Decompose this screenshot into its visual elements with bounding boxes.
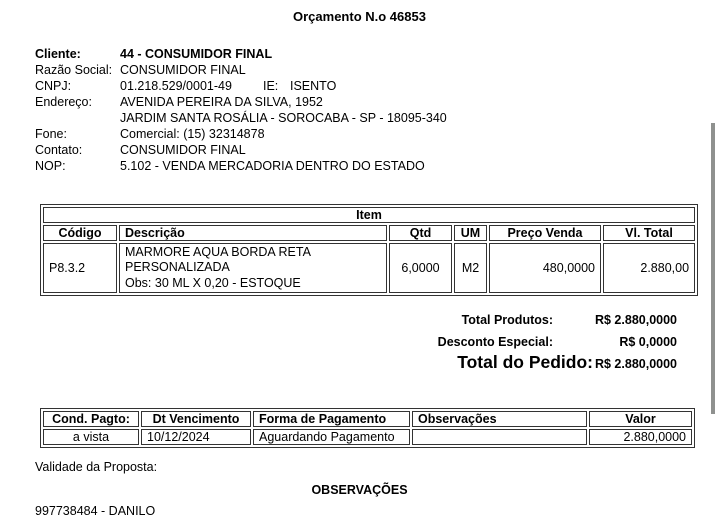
- page-title: Orçamento N.o 46853: [293, 9, 426, 24]
- ie-label: IE:: [263, 79, 279, 93]
- payment-valor: 2.880,0000: [589, 429, 692, 445]
- cliente-value: 44 - CONSUMIDOR FINAL: [120, 47, 273, 61]
- item-descricao-line2: PERSONALIZADA: [125, 260, 230, 275]
- items-group-header: Item: [43, 207, 695, 223]
- item-descricao-line1: MARMORE AQUA BORDA RETA: [125, 244, 311, 259]
- observacoes-title: OBSERVAÇÕES: [311, 483, 408, 497]
- items-group-header-row: [43, 207, 695, 223]
- total-produtos-row: [0, 313, 719, 331]
- payment-row: [43, 429, 692, 445]
- payment-forma: Aguardando Pagamento: [253, 429, 410, 445]
- validade-proposta-label: Validade da Proposta:: [35, 460, 158, 474]
- col-header-forma-pagamento: Forma de Pagamento: [253, 411, 410, 427]
- payment-header-row: [43, 411, 692, 427]
- contato-value: CONSUMIDOR FINAL: [120, 143, 246, 157]
- cliente-label: Cliente:: [35, 47, 81, 61]
- cnpj-label: CNPJ:: [35, 79, 72, 93]
- col-header-codigo: Código: [43, 225, 117, 241]
- col-header-preco-venda: Preço Venda: [489, 225, 601, 241]
- endereco-row: [35, 94, 447, 110]
- fone-label: Fone:: [35, 127, 67, 141]
- nop-value: 5.102 - VENDA MERCADORIA DENTRO DO ESTADO: [120, 159, 425, 173]
- vertical-scrollbar-thumb[interactable]: [711, 123, 715, 414]
- fone-row: [35, 126, 447, 142]
- payment-vencimento: 10/12/2024: [141, 429, 251, 445]
- item-um: M2: [454, 243, 487, 293]
- col-header-valor: Valor: [589, 411, 692, 427]
- razao-social-row: [35, 62, 447, 78]
- item-row: [43, 243, 695, 293]
- contato-label: Contato:: [35, 143, 83, 157]
- endereco-label: Endereço:: [35, 95, 92, 109]
- endereco-line2: JARDIM SANTA ROSÁLIA - SOROCABA - SP - 18095-340: [120, 111, 447, 125]
- item-descricao-line3: Obs: 30 ML X 0,20 - ESTOQUE: [125, 275, 301, 290]
- total-produtos-label: Total Produtos:: [461, 313, 553, 327]
- desconto-especial-value: R$ 0,0000: [619, 335, 677, 349]
- item-qtd: 6,0000: [389, 243, 452, 293]
- vendor-contact: 997738484 - DANILO: [35, 504, 156, 518]
- total-pedido-row: [0, 352, 719, 370]
- items-table: [40, 204, 698, 296]
- endereco-line1: AVENIDA PEREIRA DA SILVA, 1952: [120, 95, 323, 109]
- item-descricao: [119, 243, 387, 293]
- items-header-row: [43, 225, 695, 241]
- ie-value: ISENTO: [290, 79, 337, 93]
- col-header-observacoes: Observações: [412, 411, 587, 427]
- col-header-dt-vencimento: Dt Vencimento: [141, 411, 251, 427]
- client-row: [35, 46, 447, 62]
- item-vl-total: 2.880,00: [603, 243, 695, 293]
- col-header-cond-pagto: Cond. Pagto:: [43, 411, 139, 427]
- item-preco-venda: 480,0000: [489, 243, 601, 293]
- razao-value: CONSUMIDOR FINAL: [120, 63, 246, 77]
- fone-value: Comercial: (15) 32314878: [120, 127, 265, 141]
- payment-obs: [412, 429, 587, 445]
- cnpj-value: 01.218.529/0001-49: [120, 79, 232, 93]
- col-header-descricao: Descrição: [119, 225, 387, 241]
- desconto-especial-label: Desconto Especial:: [437, 335, 553, 349]
- client-info-block: [35, 46, 447, 174]
- cnpj-row: [35, 78, 447, 94]
- col-header-vl-total: Vl. Total: [603, 225, 695, 241]
- col-header-qtd: Qtd: [389, 225, 452, 241]
- item-codigo: P8.3.2: [43, 243, 117, 293]
- desconto-especial-row: [0, 335, 719, 353]
- nop-label: NOP:: [35, 159, 66, 173]
- col-header-um: UM: [454, 225, 487, 241]
- nop-row: [35, 158, 447, 174]
- total-pedido-label: Total do Pedido:: [457, 352, 593, 372]
- total-pedido-value: R$ 2.880,0000: [594, 357, 677, 371]
- contato-row: [35, 142, 447, 158]
- total-produtos-value: R$ 2.880,0000: [594, 313, 677, 327]
- razao-label: Razão Social:: [35, 63, 113, 77]
- payment-table: [40, 408, 695, 448]
- payment-cond: a vista: [43, 429, 139, 445]
